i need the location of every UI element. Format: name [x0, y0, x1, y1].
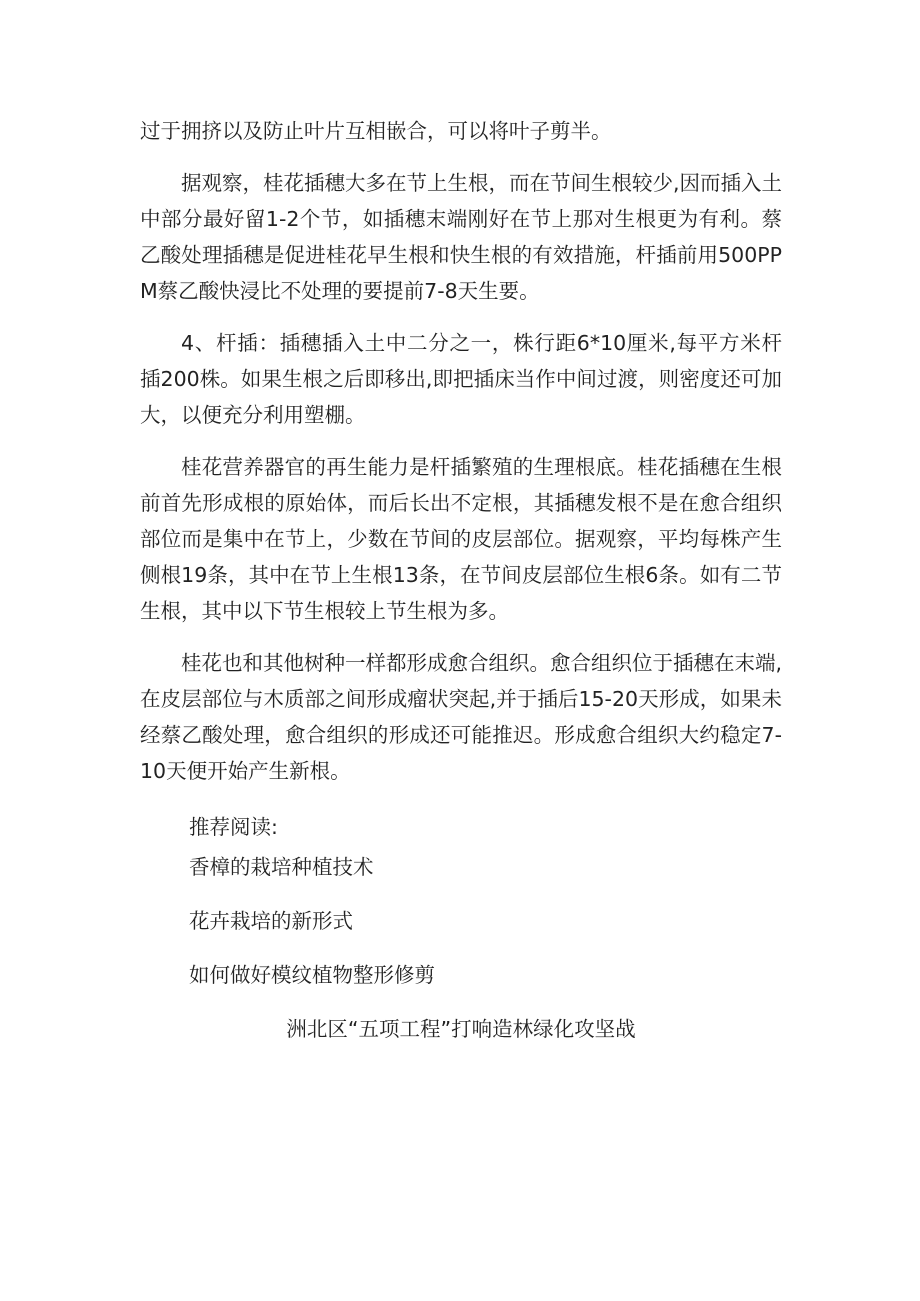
recommended-link-flower-cultivation[interactable]: 花卉栽培的新形式	[189, 909, 353, 933]
recommended-link-afforestation[interactable]: 洲北区“五项工程”打响造林绿化攻坚战	[286, 1017, 636, 1041]
article-body	[140, 113, 782, 789]
paragraph-callus-tissue: 桂花也和其他树种一样都形成愈合组织。愈合组织位于插穗在末端,在皮层部位与木质部之间形成瘤状突起,并于插后15-20天形成，如果未经蔡乙酸处理，愈合组织的形成还可能推迟。形成愈合组织大约稳定7-10天便开始产生新根。	[140, 651, 783, 783]
document-page	[140, 113, 782, 1047]
paragraph-rooting-observation: 据观察，桂花插穗大多在节上生根，而在节间生根较少,因而插入土中部分最好留1-2个节，如插穗末端刚好在节上那对生根更为有利。蔡乙酸处理插穗是促进桂花早生根和快生根的有效措施，杆插前用500PPM蔡乙酸快浸比不处理的要提前7-8天生要。	[140, 171, 783, 303]
paragraph-regeneration: 桂花营养器官的再生能力是杆插繁殖的生理根底。桂花插穗在生根前首先形成根的原始体，而后长出不定根，其插穗发根不是在愈合组织部位而是集中在节上，少数在节间的皮层部位。据观察，平均每株产生侧根19条，其中在节上生根13条，在节间皮层部位生根6条。如有二节生根，其中以下节生根较上节生根为多。	[140, 455, 782, 623]
paragraph-continuation: 过于拥挤以及防止叶片互相嵌合，可以将叶子剪半。	[140, 119, 612, 143]
recommended-reading	[140, 809, 782, 1047]
recommended-link-camphor[interactable]: 香樟的栽培种植技术	[189, 855, 374, 879]
recommended-reading-list	[140, 849, 782, 1047]
recommended-link-pattern-pruning[interactable]: 如何做好模纹植物整形修剪	[189, 963, 435, 987]
paragraph-cutting-step-4: 4、杆插：插穗插入土中二分之一，株行距6*10厘米,每平方米杆插200株。如果生根之后即移出,即把插床当作中间过渡，则密度还可加大，以便充分利用塑棚。	[140, 331, 782, 427]
recommended-reading-heading: 推荐阅读:	[189, 815, 278, 839]
